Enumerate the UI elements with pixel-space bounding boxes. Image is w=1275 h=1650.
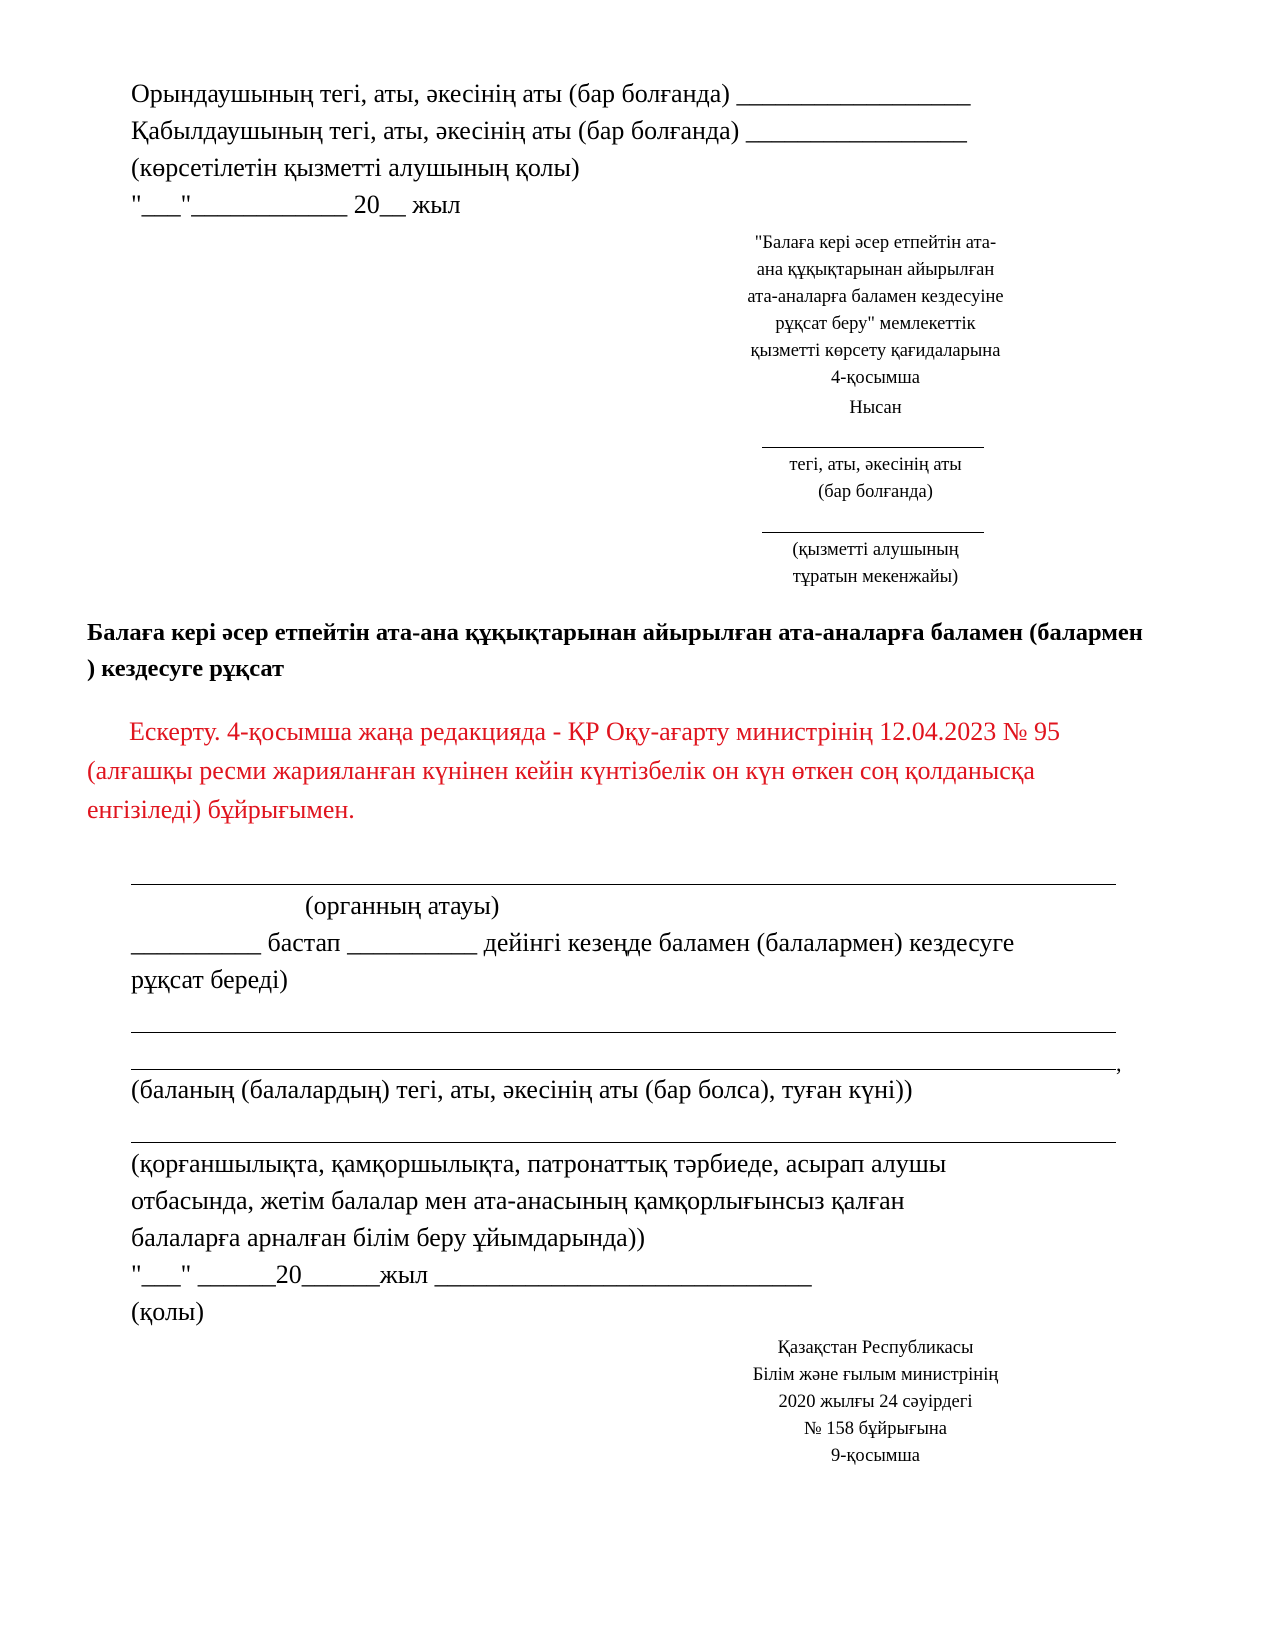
title-line: ) кездесуге рұқсат [87,655,285,682]
caption-line: (бар болғанда) [818,482,933,502]
order-line: № 158 бұйрығына [803,1419,948,1439]
custody-caption-line: балаларға арналған білім беру ұйымдарында)) [131,1223,646,1252]
order-line: Қазақстан Республикасы [777,1338,974,1358]
annex-header-line: қызметті көрсету қағидаларына [750,341,1001,361]
recipient-address-rule [762,532,984,533]
comma-mark: , [1116,1051,1122,1076]
permission-text-line: рұқсат береді) [131,965,288,994]
annex-header-line: рұқсат беру" мемлекеттік [775,314,976,334]
custody-rule [131,1142,1116,1143]
custody-caption-line: (қорғаншылықта, қамқоршылықта, патронаттық тәрбиеде, асырап алушы [131,1149,947,1178]
recipient-signature-line: (көрсетілетін қызметті алушының қолы) [131,153,580,182]
annex-header-line: ата-аналарға баламен кездесуіне [747,287,1004,307]
date-signature-line: "___" ______20______жыл _____________________________ [131,1260,812,1289]
caption-line: (қызметті алушының [792,540,959,560]
amendment-note [87,712,1187,829]
caption-line: тегі, аты, әкесінің аты [789,455,962,475]
form-label: Нысан [849,398,902,418]
order-line: Білім және ғылым министрінің [752,1365,999,1385]
custody-caption-line: отбасында, жетім балалар мен ата-анасының қамқорлығынсыз қалған [131,1186,905,1215]
organ-name-caption: (органның атауы) [305,891,500,920]
document-title [87,615,1187,687]
annex-number: 4-қосымша [831,368,920,388]
receiver-name-line: Қабылдаушының тегі, аты, әкесінің аты (бар болғанда) _________________ [131,116,967,145]
recipient-address-caption [708,537,1043,591]
organ-name-rule [131,884,1116,885]
annex-header-line: "Балаға кері әсер етпейтін ата- [754,233,997,253]
title-line: Балаға кері әсер етпейтін ата-ана құқықтарынан айырылған ата-аналарға баламен (балармен [87,619,1143,646]
note-line: Ескерту. 4-қосымша жаңа редакцияда - ҚР Оқу-ағарту министрінің 12.04.2023 № 95 [129,717,1061,746]
annex-header-line: ана құқықтарынан айырылған [756,260,995,280]
permission-period-line: __________ бастап __________ дейінгі кезеңде баламен (балалармен) кездесуге [131,928,1015,957]
recipient-name-caption [708,452,1043,506]
caption-line: тұратын мекенжайы) [792,567,959,587]
child-name-rule-1 [131,1032,1116,1033]
child-name-rule-2 [131,1069,1116,1070]
note-line: енгізіледі) бұйрығымен. [87,795,355,824]
recipient-name-rule [762,447,984,448]
order-reference [708,1335,1043,1470]
annex-header [708,230,1043,422]
child-name-caption: (баланың (балалардың) тегі, аты, әкесінің аты (бар болса), туған күні)) [131,1075,913,1104]
executor-name-line: Орындаушының тегі, аты, әкесінің аты (бар болғанда) __________________ [131,79,971,108]
note-line: (алғашқы ресми жарияланған күнінен кейін күнтізбелік он күн өткен соң қолданысқа [87,756,1035,785]
date-line-top: "___"____________ 20__ жыл [131,190,461,219]
order-line: 9-қосымша [831,1446,920,1466]
signature-caption: (қолы) [131,1297,205,1326]
order-line: 2020 жылғы 24 сәуірдегі [778,1392,973,1412]
